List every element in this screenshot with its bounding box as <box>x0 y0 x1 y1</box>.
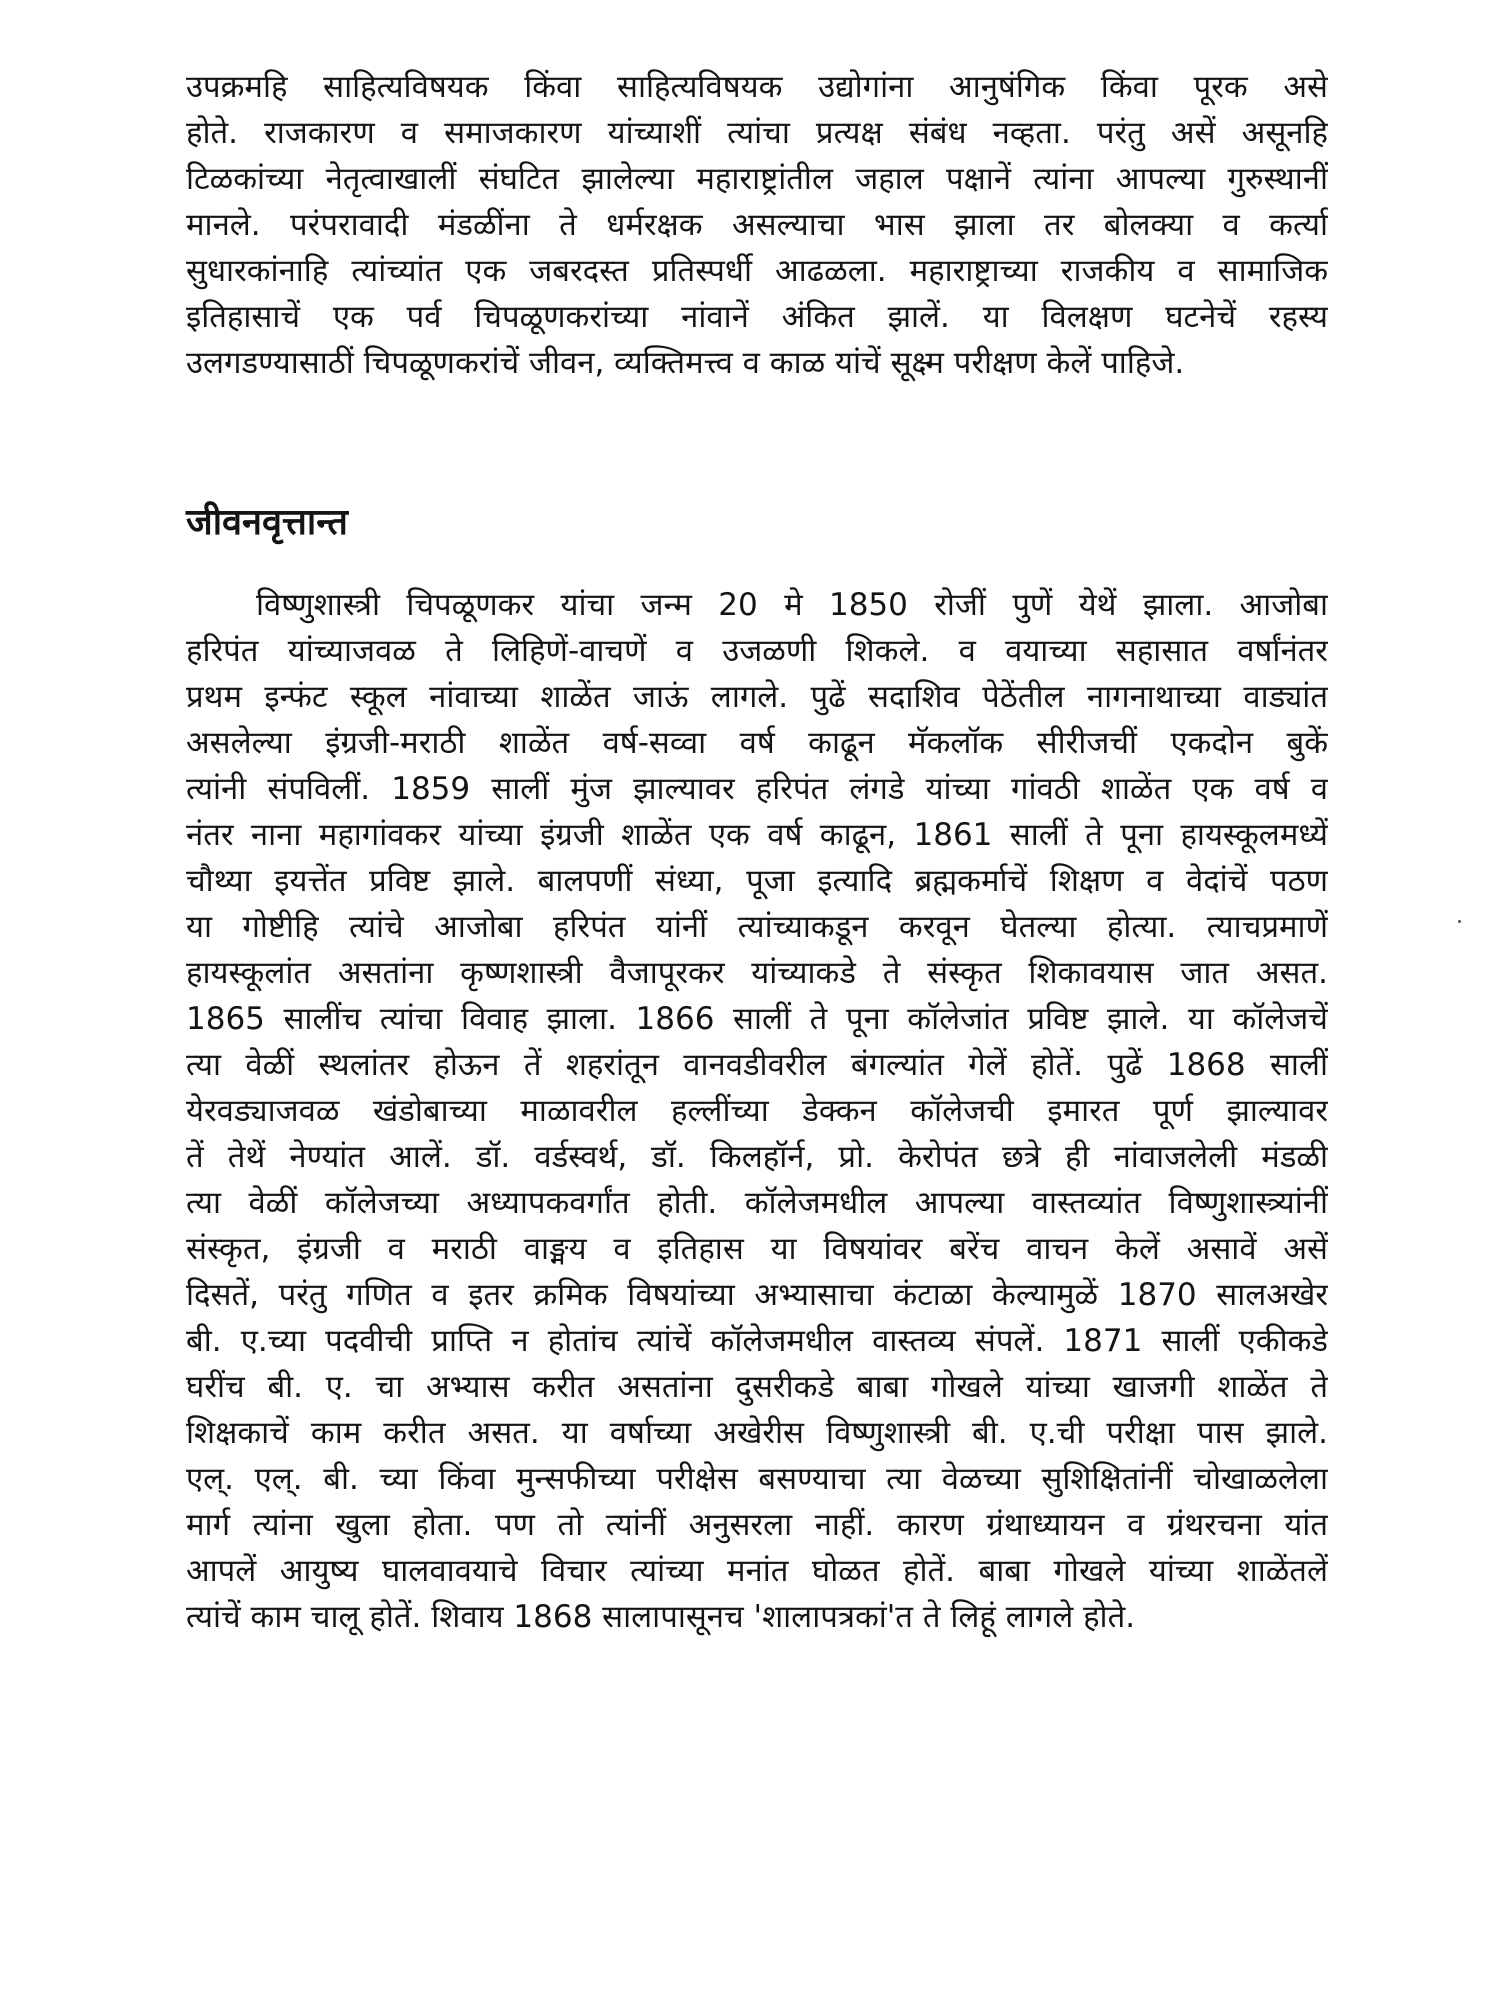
text-line: आपलें आयुष्य घालवावयाचे विचार त्यांच्या मनांत घोळत होतें. बाबा गोखले यांच्या शाळेंतलें <box>186 1553 1328 1589</box>
text-line: शिक्षकाचें काम करीत असत. या वर्षाच्या अखेरीस विष्णुशास्त्री बी. ए.ची परीक्षा पास झाले. <box>186 1415 1328 1451</box>
text-line: बी. ए.च्या पदवीची प्राप्ति न होतांच त्यांचें कॉलेजमधील वास्तव्य संपलें. 1871 सालीं एकीकडे <box>186 1323 1328 1359</box>
text-line: घरींच बी. ए. चा अभ्यास करीत असतांना दुसरीकडे बाबा गोखले यांच्या खाजगी शाळेंत ते <box>186 1369 1328 1405</box>
text-line: त्यांचें काम चालू होतें. शिवाय 1868 सालापासूनच 'शालापत्रकां'त ते लिहूं लागले होते. <box>186 1599 1136 1635</box>
text-line: तें तेथें नेण्यांत आलें. डॉ. वर्डस्वर्थ, डॉ. किलहॉर्न, प्रो. केरोपंत छत्रे ही नांवाजलेली मंडळी <box>186 1139 1328 1175</box>
text-line: टिळकांच्या नेतृत्वाखालीं संघटित झालेल्या महाराष्ट्रांतील जहाल पक्षानें त्यांना आपल्या गुरुस्थानीं <box>186 161 1328 197</box>
text-line: या गोष्टीहि त्यांचे आजोबा हरिपंत यांनीं त्यांच्याकडून करवून घेतल्या होत्या. त्याचप्रमाणें <box>186 909 1328 945</box>
text-line: उपक्रमहि साहित्यविषयक किंवा साहित्यविषयक उद्योगांना आनुषंगिक किंवा पूरक असे <box>186 69 1328 105</box>
text-line: त्या वेळीं कॉलेजच्या अध्यापकवर्गांत होती. कॉलेजमधील आपल्या वास्तव्यांत विष्णुशास्त्र्यांनीं <box>186 1185 1328 1221</box>
text-line: हरिपंत यांच्याजवळ ते लिहिणें-वाचणें व उजळणी शिकले. व वयाच्या सहासात वर्षांनंतर <box>186 633 1328 669</box>
text-line: नंतर नाना महागांवकर यांच्या इंग्रजी शाळेंत एक वर्ष काढून, 1861 सालीं ते पूना हायस्कूलमध्यें <box>186 817 1328 853</box>
text-line: इतिहासाचें एक पर्व चिपळूणकरांच्या नांवानें अंकित झालें. या विलक्षण घटनेचें रहस्य <box>186 299 1328 335</box>
text-line: 1865 सालींच त्यांचा विवाह झाला. 1866 सालीं ते पूना कॉलेजांत प्रविष्ट झाले. या कॉलेजचें <box>186 1001 1328 1037</box>
intro-paragraph <box>186 64 1328 386</box>
text-line: चौथ्या इयत्तेंत प्रविष्ट झाले. बालपणीं संध्या, पूजा इत्यादि ब्रह्मकर्माचें शिक्षण व वेदांचें पठण <box>186 863 1328 899</box>
text-line: सुधारकांनाहि त्यांच्यांत एक जबरदस्त प्रतिस्पर्धी आढळला. महाराष्ट्राच्या राजकीय व सामाजिक <box>186 253 1328 289</box>
text-line: त्यांनी संपविलीं. 1859 सालीं मुंज झाल्यावर हरिपंत लंगडे यांच्या गांवठी शाळेंत एक वर्ष व <box>186 771 1328 807</box>
text-line: मार्ग त्यांना खुला होता. पण तो त्यांनीं अनुसरला नाहीं. कारण ग्रंथाध्यायन व ग्रंथरचना यांत <box>186 1507 1328 1543</box>
text-line: त्या वेळीं स्थलांतर होऊन तें शहरांतून वानवडीवरील बंगल्यांत गेलें होतें. पुढें 1868 सालीं <box>186 1047 1328 1083</box>
text-line: मानले. परंपरावादी मंडळींना ते धर्मरक्षक असल्याचा भास झाला तर बोलक्या व कर्त्या <box>186 207 1328 243</box>
text-line: एल्. एल्. बी. च्या किंवा मुन्सफीच्या परीक्षेस बसण्याचा त्या वेळच्या सुशिक्षितांनीं चोखाळलेला <box>186 1461 1328 1497</box>
text-line: संस्कृत, इंग्रजी व मराठी वाङ्मय व इतिहास या विषयांवर बरेंच वाचन केलें असावें असें <box>186 1231 1328 1267</box>
text-line: होते. राजकारण व समाजकारण यांच्याशीं त्यांचा प्रत्यक्ष संबंध नव्हता. परंतु असें असूनहि <box>186 115 1328 151</box>
section-heading: जीवनवृत्तान्त <box>186 502 348 543</box>
text-line: हायस्कूलांत असतांना कृष्णशास्त्री वैजापूरकर यांच्याकडे ते संस्कृत शिकावयास जात असत. <box>186 955 1328 991</box>
text-line: प्रथम इन्फंट स्कूल नांवाच्या शाळेंत जाऊं लागले. पुढें सदाशिव पेठेंतील नागनाथाच्या वाड्यांत <box>186 679 1328 715</box>
text-line: येरवड्याजवळ खंडोबाच्या माळावरील हल्लींच्या डेक्कन कॉलेजची इमारत पूर्ण झाल्यावर <box>186 1093 1328 1129</box>
text-line: विष्णुशास्त्री चिपळूणकर यांचा जन्म 20 मे 1850 रोजीं पुणें येथें झाला. आजोबा <box>256 587 1328 623</box>
scan-speck <box>1458 920 1461 923</box>
text-line: दिसतें, परंतु गणित व इतर क्रमिक विषयांच्या अभ्यासाचा कंटाळा केल्यामुळें 1870 सालअखेर <box>186 1277 1328 1313</box>
text-line: उलगडण्यासाठीं चिपळूणकरांचें जीवन, व्यक्तिमत्त्व व काळ यांचें सूक्ष्म परीक्षण केलें पाहिजे. <box>186 345 1185 381</box>
biography-paragraph <box>186 582 1328 1640</box>
text-line: असलेल्या इंग्रजी-मराठी शाळेंत वर्ष-सव्वा वर्ष काढून मॅकलॉक सीरीजचीं एकदोन बुकें <box>186 725 1328 761</box>
